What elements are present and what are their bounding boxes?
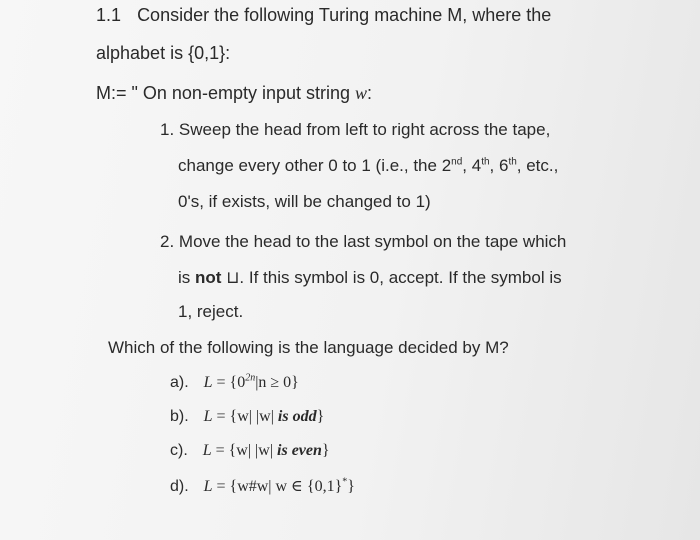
step-2-line3: 1, reject. xyxy=(178,302,244,321)
machine-definition: M:= " On non-empty input string w: xyxy=(96,83,373,103)
step-1-number: 1. xyxy=(160,120,175,139)
question-header-line xyxy=(96,5,551,26)
option-b[interactable]: b). L = {w| |w| is odd} xyxy=(170,408,325,425)
step-1-line3: 0's, if exists, will be changed to 1) xyxy=(178,192,431,211)
option-d[interactable]: d). L = {w#w| w ∈ {0,1}*} xyxy=(170,476,355,495)
machine-variable-w: w xyxy=(355,83,368,103)
step-2-line1: 2. Move the head to the last symbol on the tape which xyxy=(160,232,567,251)
question-intro-line2: alphabet is {0,1}: xyxy=(96,43,231,63)
step-2-number: 2. xyxy=(160,232,175,251)
option-a[interactable]: a). $L = \{0^{2n}|n \ge 0\}$ xyxy=(170,372,299,391)
step-1-line2: change every other 0 to 1 (i.e., the 2nd, 4th, 6th, etc., xyxy=(178,156,559,175)
question-number: 1.1 xyxy=(96,5,122,25)
step-2-line2: is not ⊔. If this symbol is 0, accept. If the symbol is xyxy=(178,268,562,287)
step-1-line1: 1. Sweep the head from left to right across the tape, xyxy=(160,120,551,139)
option-c[interactable]: c). L = {w| |w| is even} xyxy=(170,442,330,459)
question-intro-line1: Consider the following Turing machine M, where the xyxy=(137,5,552,25)
question-prompt: Which of the following is the language decided by M? xyxy=(108,338,509,357)
